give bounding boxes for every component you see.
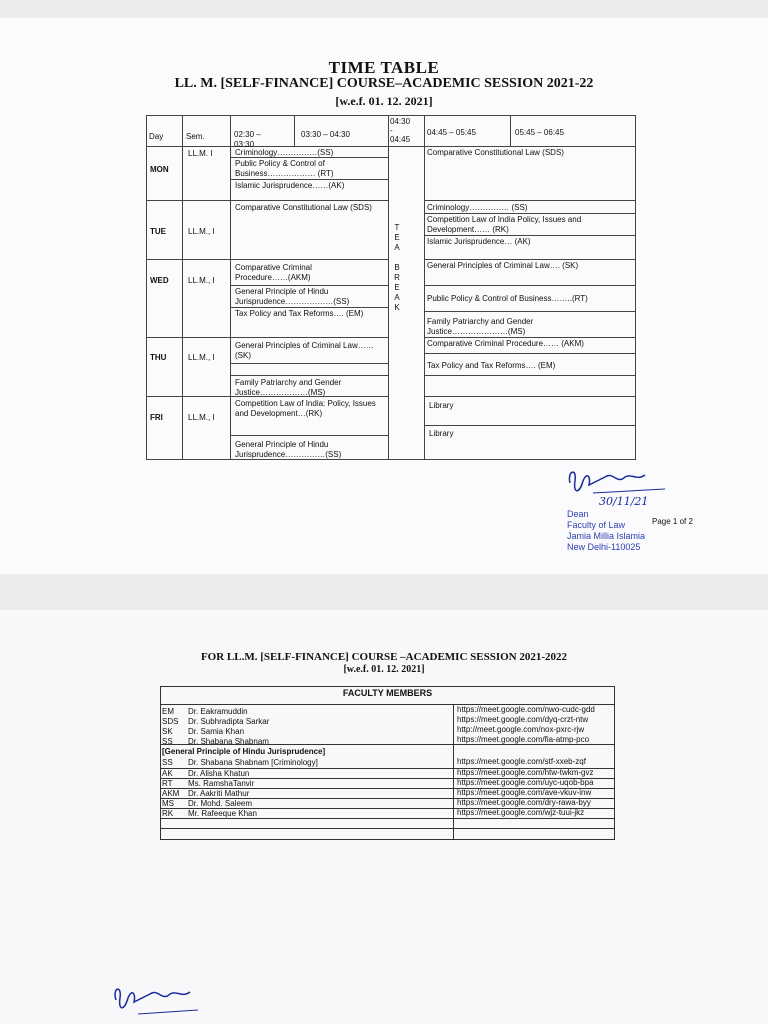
timetable-grid xyxy=(146,115,636,460)
signature-date: 30/11/21 xyxy=(599,495,649,508)
dean-signature-page2 xyxy=(110,978,200,1024)
dean-signature xyxy=(565,463,675,513)
sem-wed: LL.M., I xyxy=(188,276,215,285)
day-thu: THU xyxy=(150,353,167,362)
class-entry: Criminology……………(SS) xyxy=(235,148,334,157)
page2-effective-date: [w.e.f. 01. 12. 2021] xyxy=(343,664,425,675)
faculty-row: AKM Dr. Aakriti Mathur xyxy=(162,789,250,798)
faculty-row: MS Dr. Mohd. Saleem xyxy=(162,799,253,808)
class-entry: Public Policy & Control of Business……………… (RT) xyxy=(235,159,334,178)
page2-title: FOR LL.M. [SELF-FINANCE] COURSE –ACADEMIC SESSION 2021-2022 xyxy=(200,651,568,663)
header-slot-4: 04:45 – 05:45 xyxy=(427,128,476,137)
header-day: Day xyxy=(149,132,164,141)
faculty-row: SK Dr. Samia Khan xyxy=(162,727,245,736)
class-entry: Islamic Jurisprudence… (AK) xyxy=(427,237,531,246)
class-entry: General Principles of Criminal Law……(SK) xyxy=(235,341,374,360)
faculty-page xyxy=(0,610,768,1024)
class-entry: Competition Law of India Policy, Issues and Development…… (RK) xyxy=(427,215,582,234)
page-title: TIME TABLE xyxy=(328,58,440,77)
class-entry: General Principle of Hindu Jurisprudence……………(SS) xyxy=(235,440,342,459)
sem-fri: LL.M., I xyxy=(188,413,215,422)
meet-link[interactable]: https://meet.google.com/htw-twkm-gvz xyxy=(457,768,594,777)
page-number: Page 1 of 2 xyxy=(652,517,693,526)
class-entry: Islamic Jurisprudence……(AK) xyxy=(235,181,345,190)
day-mon: MON xyxy=(150,165,169,174)
faculty-row: SDS Dr. Subhradipta Sarkar xyxy=(162,717,270,726)
faculty-header: FACULTY MEMBERS xyxy=(342,688,433,698)
faculty-table xyxy=(160,686,615,840)
class-entry: Comparative Constitutional Law (SDS) xyxy=(235,203,372,212)
meet-link[interactable]: https://meet.google.com/nwo-cudc-gdd xyxy=(457,705,595,714)
header-sem: Sem. xyxy=(186,132,205,141)
faculty-row: AK Dr. Alisha Khatun xyxy=(162,769,250,778)
day-wed: WED xyxy=(150,276,169,285)
class-entry: Competition Law of India: Policy, Issues and Development…(RK) xyxy=(235,399,376,418)
tea-break-label: T E A B R E A K xyxy=(394,223,400,312)
faculty-row: SS Dr. Shabana Shabnam xyxy=(162,737,269,746)
meet-link[interactable]: https://meet.google.com/stf-xxeb-zqf xyxy=(457,757,586,766)
class-entry: Family Patriarchy and Gender Justice………………(MS) xyxy=(235,378,342,397)
timetable-page xyxy=(0,18,768,574)
faculty-row: SS Dr. Shabana Shabnam [Criminology] xyxy=(162,758,318,767)
meet-link[interactable]: https://meet.google.com/ave-vkuv-inw xyxy=(457,788,592,797)
meet-link[interactable]: https://meet.google.com/fia-atmp-pco xyxy=(457,735,590,744)
meet-link[interactable]: https://meet.google.com/dry-rawa-byy xyxy=(457,798,591,807)
class-entry: General Principles of Criminal Law…. (SK) xyxy=(427,261,579,270)
class-entry: Comparative Criminal Procedure……(AKM) xyxy=(235,263,312,282)
class-entry: Public Policy & Control of Business……..(RT) xyxy=(427,294,588,303)
dean-stamp: Dean Faculty of Law Jamia Millia Islamia New Delhi-110025 xyxy=(567,509,646,552)
faculty-row: RK Mr. Rafeeque Khan xyxy=(162,809,257,818)
class-entry: Tax Policy and Tax Reforms…. (EM) xyxy=(427,361,556,370)
meet-link[interactable]: https://meet.google.com/uyc-uqob-bpa xyxy=(457,778,594,787)
meet-link[interactable]: http://meet.google.com/nox-pxrc-rjw xyxy=(457,725,585,734)
header-slot-1: 02:30 – 03:30 xyxy=(234,130,261,149)
effective-date: [w.e.f. 01. 12. 2021] xyxy=(335,94,433,108)
class-entry: Tax Policy and Tax Reforms…. (EM) xyxy=(235,309,364,318)
faculty-row: EM Dr. Eakramuddin xyxy=(162,707,248,716)
header-slot-5: 05:45 – 06:45 xyxy=(515,128,564,137)
class-entry: Library xyxy=(429,401,454,410)
faculty-row-note: [General Principle of Hindu Jurisprudence] xyxy=(162,747,326,756)
page-subtitle: LL. M. [SELF-FINANCE] COURSE–ACADEMIC SESSION 2021-22 xyxy=(174,76,594,91)
day-fri: FRI xyxy=(150,413,163,422)
class-entry: General Principle of Hindu Jurisprudence………………(SS) xyxy=(235,287,350,306)
header-slot-2: 03:30 – 04:30 xyxy=(301,130,350,139)
sem-mon: LL.M. I xyxy=(188,149,213,158)
class-entry: Criminology…………… (SS) xyxy=(427,203,528,212)
day-tue: TUE xyxy=(150,227,166,236)
header-slot-3: 04:30 - 04:45 xyxy=(390,117,411,144)
meet-link[interactable]: https://meet.google.com/wjz-tuui-jkz xyxy=(457,808,585,817)
class-entry: Family Patriarchy and Gender Justice…………………(MS) xyxy=(427,317,534,336)
class-entry: Comparative Constitutional Law (SDS) xyxy=(427,148,564,157)
class-entry: Library xyxy=(429,429,454,438)
sem-tue: LL.M., I xyxy=(188,227,215,236)
faculty-row: RT Ms. RamshaTanvir xyxy=(162,779,255,788)
sem-thu: LL.M., I xyxy=(188,353,215,362)
class-entry: Comparative Criminal Procedure…… (AKM) xyxy=(427,339,584,348)
meet-link[interactable]: https://meet.google.com/dyq-crzt-ntw xyxy=(457,715,589,724)
